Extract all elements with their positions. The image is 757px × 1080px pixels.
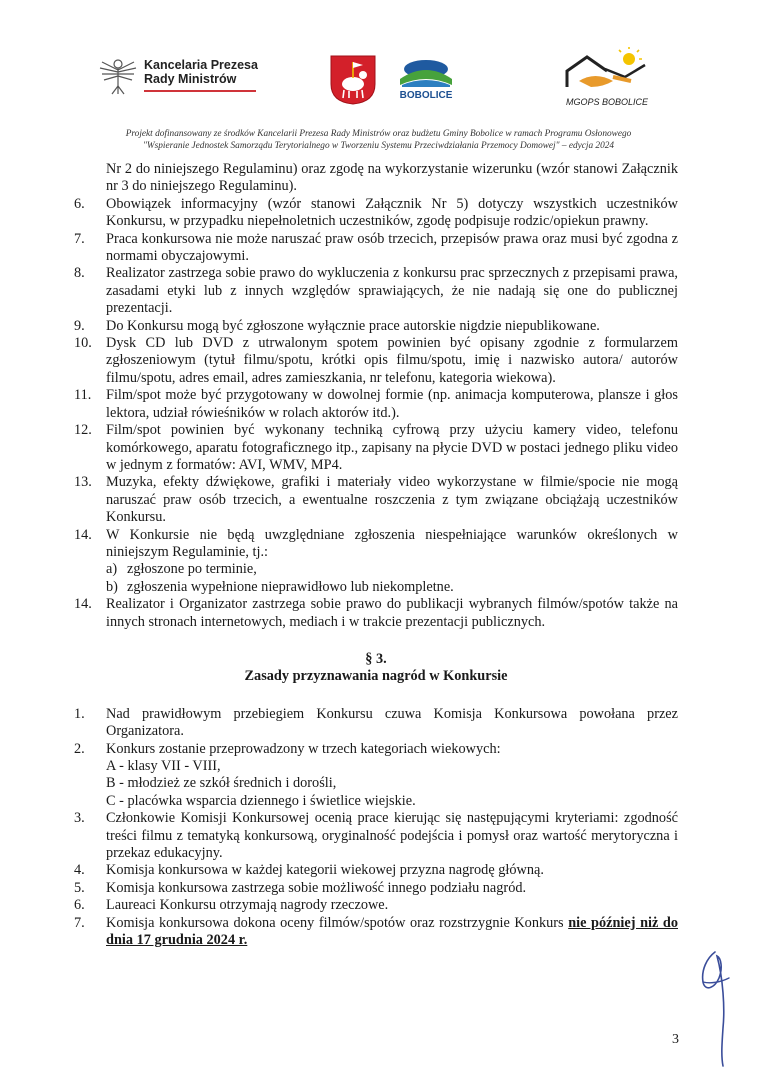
bobolice-logo [392, 57, 460, 102]
section-title: Zasady przyznawania nagród w Konkursie [244, 668, 508, 685]
list-item-12 [74, 422, 678, 474]
item-text: Film/spot powinien być wykonany techniką cyfrową przy użyciu kamery video, telefonu komórkowego, aparatu fotograficznego itp., zapisany na płycie DVD w postaci jednego pliku video w jednym z formatów: AVI, WMV, MP4. [106, 422, 678, 473]
project-note-line1: Projekt dofinansowany ze środków Kancelarii Prezesa Rady Ministrów oraz budżetu Gminy Bobolice w ramach Programu Osłonowego [125, 129, 632, 139]
list-item-10 [74, 335, 678, 387]
list-item-7 [74, 231, 678, 266]
item-number: 14. [74, 596, 92, 613]
item-text: Do Konkursu mogą być zgłoszone wyłącznie prace autorskie nigdzie niepublikowane. [106, 317, 600, 334]
category-a: A - klasy VII - VIII, [106, 758, 221, 774]
item-text: Laureaci Konkursu otrzymają nagrody rzeczowe. [106, 897, 389, 914]
sub-item-a [74, 561, 678, 578]
item-number: 10. [74, 335, 92, 352]
item-number: 3. [74, 810, 85, 827]
item-number: 13. [74, 474, 92, 491]
list-item-13 [74, 474, 678, 526]
sub-item-text: zgłoszenia wypełnione nieprawidłowo lub niekompletne. [127, 578, 454, 595]
kprm-logo [96, 52, 266, 102]
sub-item-b [74, 579, 678, 596]
item-number: 7. [74, 230, 85, 247]
item-number: 4. [74, 862, 85, 879]
sub-item-letter: a) [106, 561, 118, 578]
item-number: 1. [74, 705, 85, 722]
list-item-8 [74, 265, 678, 317]
rules-item-1 [74, 706, 678, 741]
sub-item-letter: b) [106, 578, 118, 595]
list-item-9 [74, 318, 678, 335]
project-note [60, 128, 697, 152]
item-text: Komisja konkursowa w każdej kategorii wiekowej przyzna nagrodę główną. [106, 862, 544, 879]
document-body [74, 161, 678, 949]
item-text: Komisja konkursowa zastrzega sobie możliwość innego podziału nagród. [106, 879, 527, 896]
kprm-name [144, 58, 258, 86]
list-item-11 [74, 387, 678, 422]
page-number: 3 [672, 1032, 679, 1047]
sub-item-text: zgłoszone po terminie, [127, 561, 257, 578]
item-number: 9. [74, 317, 85, 334]
item-text: Członkowie Komisji Konkursowej ocenią prace kierując się następującymi kryteriami: zgodność treści filmu z tematyką konkursową, oryginalność podejścia i pomysł oraz wartość merytoryczna i przekaz edukacyjny. [106, 810, 678, 862]
category-c: C - placówka wsparcia dziennego i świetlice wiejskie. [106, 792, 416, 809]
item-number: 2. [74, 740, 85, 757]
polish-eagle-icon [96, 52, 140, 96]
list-item-6 [74, 196, 678, 231]
rules-item-2 [74, 741, 678, 758]
item-text: Film/spot może być przygotowany w dowolnej formie (np. animacja komputerowa, plansze i głos lektora, udział rówieśników w rolach aktorów itd.). [106, 387, 678, 421]
item-number: 6. [74, 195, 85, 212]
bobolice-text: BOBOLICE [399, 90, 453, 101]
rules-item-3 [74, 810, 678, 862]
page-header [0, 0, 757, 160]
item-text: Nad prawidłowym przebiegiem Konkursu czuwa Komisja Konkursowa powołana przez Organizatora. [106, 705, 678, 740]
mgops-logo [555, 47, 655, 111]
intro-paragraph: Nr 2 do niniejszego Regulaminu) oraz zgodę na wykorzystanie wizerunku (wzór stanowi Załącznik nr 3 do niniejszego Regulaminu). [106, 161, 678, 195]
item-text: Praca konkursowa nie może naruszać praw osób trzecich, przepisów prawa oraz musi być zgodna z normami obyczajowymi. [106, 230, 678, 265]
item-text [106, 915, 678, 950]
kprm-line1: Kancelaria Prezesa [144, 58, 258, 72]
item-text: W Konkursie nie będą uwzględniane zgłoszenia niespełniające warunków określonych w niniejszym Regulaminie, tj.: [106, 526, 678, 560]
project-note-line2: "Wspieranie Jednostek Samorządu Terytorialnego w Tworzeniu Systemu Przeciwdziałania Przemocy Domowej" – edycja 2024 [142, 141, 615, 151]
item-number: 7. [74, 914, 85, 931]
item-text-main: Komisja konkursowa dokona oceny filmów/spotów oraz rozstrzygnie Konkurs [106, 914, 564, 931]
item-number: 5. [74, 879, 85, 896]
kprm-red-line [144, 90, 256, 92]
item-number: 12. [74, 422, 92, 439]
rules-item-5 [74, 880, 678, 897]
item-text: Dysk CD lub DVD z utrwalonym spotem powinien być opisany zgodnie z formularzem zgłoszeniowym (tytuł filmu/spotu, krótki opis filmu/spotu, imię i nazwisko autora/ autorów filmu/spotu, adres email, adres zamieszkania, nr telefonu, kategoria wiekowa). [106, 335, 678, 386]
kprm-line2: Rady Ministrów [144, 72, 237, 86]
item-number: 14. [74, 526, 92, 543]
item-number: 8. [74, 265, 85, 282]
category-b: B - młodzież ze szkół średnich i dorośli, [106, 775, 337, 792]
item-text: Konkurs zostanie przeprowadzony w trzech kategoriach wiekowych: [106, 740, 501, 757]
coat-of-arms-icon [329, 54, 377, 106]
section-number: § 3. [365, 650, 387, 667]
item-text: Obowiązek informacyjny (wzór stanowi Załącznik Nr 5) dotyczy wszystkich uczestników Konkursu, w przypadku niepełnoletnich uczestników, zgodę podpisuje rodzic/opiekun prawny. [106, 195, 678, 230]
item-text: Muzyka, efekty dźwiękowe, grafiki i materiały video wykorzystane w filmie/spocie nie mogą naruszać praw osób trzecich, a ewentualne roszczenia z tym związane obciążają uczestników Konkursu. [106, 474, 678, 526]
mgops-text: MGOPS BOBOLICE [565, 97, 649, 107]
deadline-text: nie później niż do dnia 17 grudnia 2024 r. [106, 914, 678, 949]
handwritten-signature [693, 948, 733, 1068]
item-number: 6. [74, 897, 85, 914]
rules-item-7 [74, 915, 678, 950]
item-text: Realizator zastrzega sobie prawo do wykluczenia z konkursu prac sprzecznych z przepisami prawa, zasadami etyki lub z innych względów sprawiających, że nie nadają się one do publicznej prezentacji. [106, 265, 678, 317]
rules-item-4 [74, 862, 678, 879]
item-number: 11. [74, 387, 92, 404]
list-item-14b [74, 596, 678, 631]
list-item-14 [74, 527, 678, 562]
item-text: Realizator i Organizator zastrzega sobie prawo do publikacji wybranych filmów/spotów także na innych stronach internetowych, mediach i w trakcie prezentacji publicznych. [106, 596, 678, 630]
rules-item-6 [74, 897, 678, 914]
